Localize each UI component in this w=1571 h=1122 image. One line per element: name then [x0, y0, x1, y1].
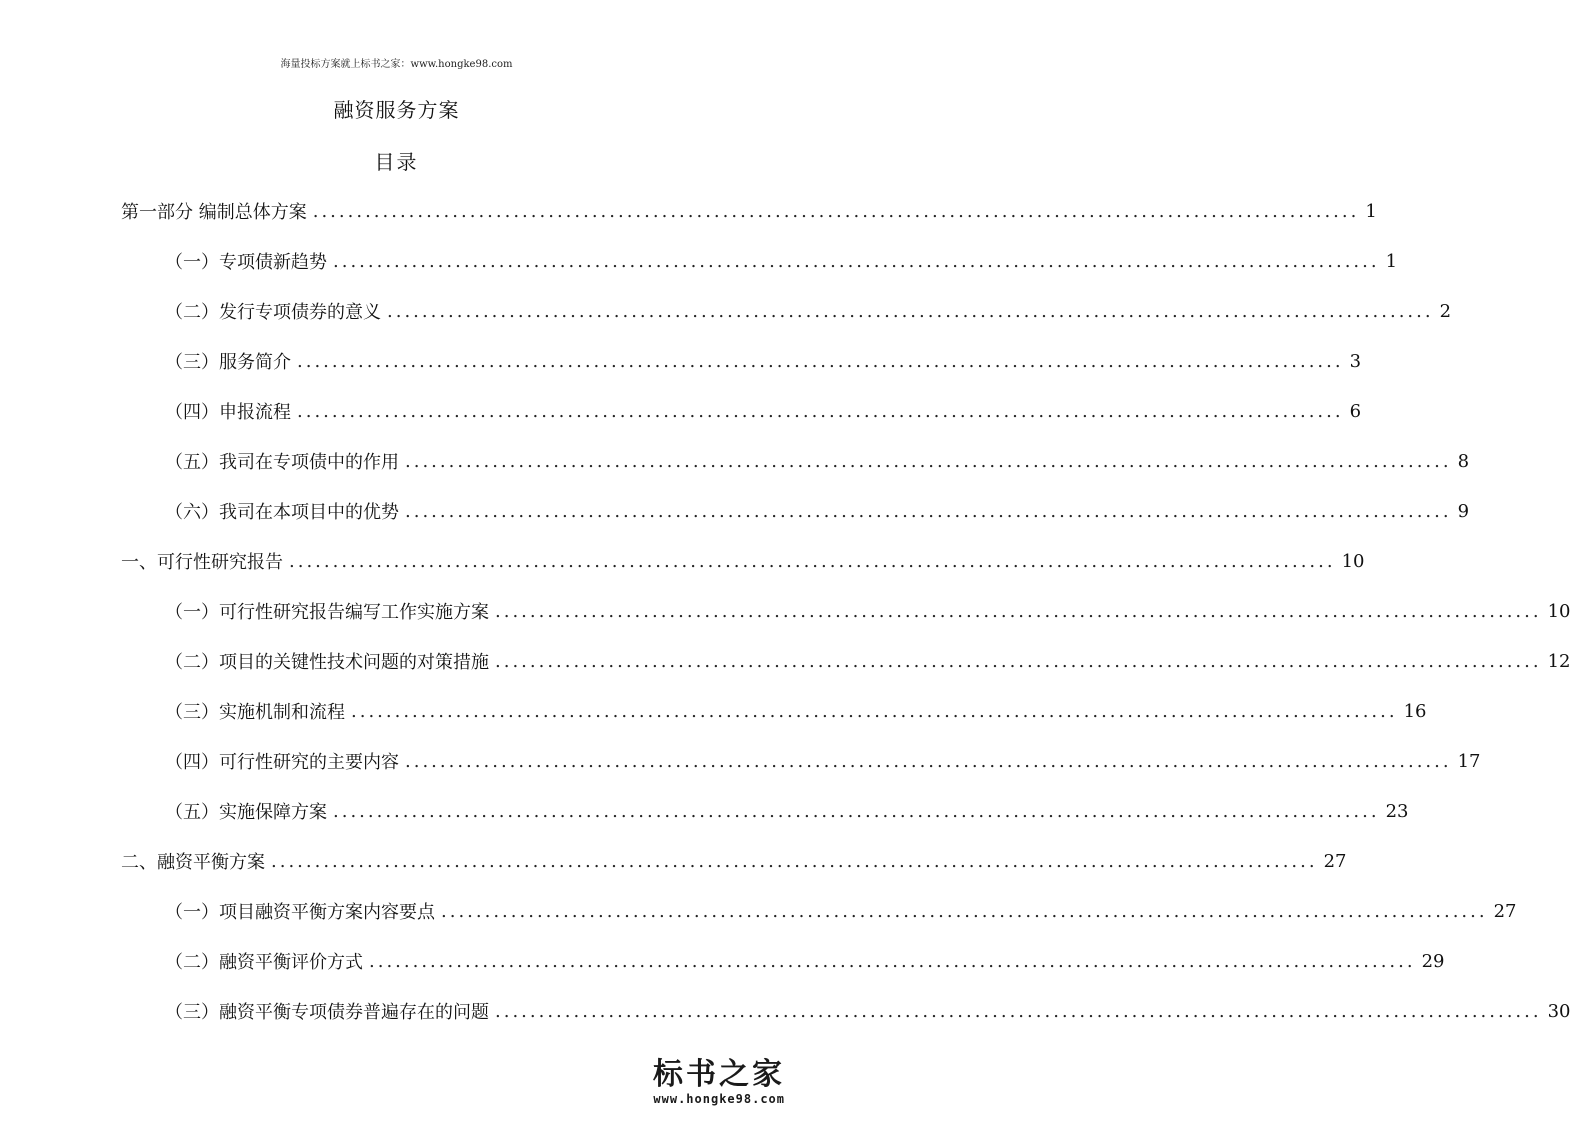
toc-entry-title: （三）实施机制和流程 [165, 702, 345, 723]
toc-page-number: 8 [1457, 450, 1470, 472]
toc-entry[interactable] [165, 736, 1481, 786]
toc-entry-title: 第一部分 编制总体方案 [121, 202, 307, 223]
toc-entry[interactable] [165, 236, 1398, 286]
toc-entry-title: （三）融资平衡专项债券普遍存在的问题 [165, 1002, 489, 1023]
toc-entry[interactable] [121, 536, 1365, 586]
toc-leader-dots: ........................................................................................................................ [333, 250, 1380, 272]
toc-entry-title: 一、可行性研究报告 [121, 552, 283, 573]
toc-entry[interactable] [165, 686, 1427, 736]
toc-leader-dots: ........................................................................................................................ [297, 400, 1344, 422]
toc-leader-dots: ........................................................................................................................ [495, 650, 1542, 672]
toc-page-number: 17 [1457, 750, 1481, 772]
toc-leader-dots: ........................................................................................................................ [297, 350, 1344, 372]
toc-page-number: 29 [1421, 950, 1445, 972]
toc-entry[interactable] [165, 286, 1452, 336]
toc-leader-dots: ........................................................................................................................ [495, 1000, 1542, 1022]
toc-entry-title: （四）申报流程 [165, 402, 291, 423]
toc-leader-dots: ........................................................................................................................ [405, 750, 1452, 772]
toc-heading: 目录 [374, 150, 419, 174]
logo-name: 标书之家 [653, 1057, 785, 1092]
toc-entry-title: （五）实施保障方案 [165, 802, 327, 823]
page-header: 海量投标方案就上标书之家：www.hongke98.com [280, 59, 513, 70]
toc-leader-dots: ........................................................................................................................ [405, 500, 1452, 522]
toc-entry-title: （五）我司在专项债中的作用 [165, 452, 399, 473]
toc-entry[interactable] [165, 886, 1517, 936]
toc-entry[interactable] [121, 836, 1347, 886]
toc-entry[interactable] [165, 486, 1470, 536]
toc-page-number: 27 [1323, 850, 1347, 872]
toc-entry-title: （六）我司在本项目中的优势 [165, 502, 399, 523]
toc-entry[interactable] [165, 986, 1571, 1036]
toc-leader-dots: ........................................................................................................................ [387, 300, 1434, 322]
document-title: 融资服务方案 [333, 98, 460, 122]
toc-page-number: 12 [1547, 650, 1571, 672]
toc-leader-dots: ........................................................................................................................ [289, 550, 1336, 572]
toc-page-number: 10 [1341, 550, 1365, 572]
toc-entry[interactable] [165, 586, 1571, 636]
toc-entry[interactable] [165, 636, 1571, 686]
toc-page-number: 9 [1457, 500, 1470, 522]
toc-entry[interactable] [165, 386, 1362, 436]
toc-leader-dots: ........................................................................................................................ [271, 850, 1318, 872]
toc-entry[interactable] [121, 186, 1377, 236]
site-logo [653, 1058, 785, 1106]
toc-entry[interactable] [165, 436, 1470, 486]
toc-page-number: 6 [1349, 400, 1362, 422]
toc-entry-title: 二、融资平衡方案 [121, 852, 265, 873]
toc-leader-dots: ........................................................................................................................ [441, 900, 1488, 922]
toc-entry-title: （一）可行性研究报告编写工作实施方案 [165, 602, 489, 623]
toc-page-number: 1 [1365, 200, 1377, 222]
toc-entry[interactable] [165, 936, 1445, 986]
toc-entry-title: （二）发行专项债券的意义 [165, 302, 381, 323]
toc-page-number: 3 [1349, 350, 1362, 372]
toc-page-number: 27 [1493, 900, 1517, 922]
toc-leader-dots: ........................................................................................................................ [312, 200, 1360, 222]
toc-page-number: 10 [1547, 600, 1571, 622]
toc-leader-dots: ........................................................................................................................ [495, 600, 1542, 622]
toc-entry-title: （四）可行性研究的主要内容 [165, 752, 399, 773]
toc-entry-title: （一）专项债新趋势 [165, 252, 327, 273]
toc-leader-dots: ........................................................................................................................ [369, 950, 1416, 972]
toc-entry-title: （二）融资平衡评价方式 [165, 952, 363, 973]
toc-entry-title: （二）项目的关键性技术问题的对策措施 [165, 652, 489, 673]
toc-entry-title: （三）服务简介 [165, 352, 291, 373]
toc-page-number: 23 [1385, 800, 1409, 822]
toc-entry-title: （一）项目融资平衡方案内容要点 [165, 902, 435, 923]
toc-entry[interactable] [165, 336, 1362, 386]
toc-leader-dots: ........................................................................................................................ [351, 700, 1398, 722]
toc-leader-dots: ........................................................................................................................ [333, 800, 1380, 822]
toc-leader-dots: ........................................................................................................................ [405, 450, 1452, 472]
toc-page-number: 1 [1385, 250, 1398, 272]
toc-entry[interactable] [165, 786, 1409, 836]
toc-page-number: 2 [1439, 300, 1452, 322]
toc-page-number: 16 [1403, 700, 1427, 722]
logo-url: www.hongke98.com [653, 1092, 785, 1106]
toc-page-number: 30 [1547, 1000, 1571, 1022]
